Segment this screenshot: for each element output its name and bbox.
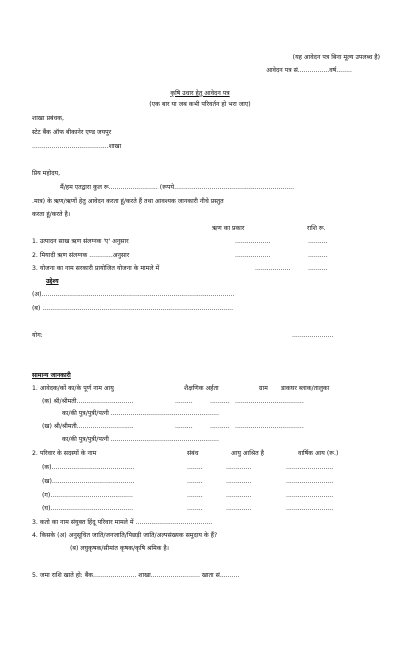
q4-line-1: 4. किसके (अ) अनुसूचित जाति/जनजाति/पिछड़ी जाति/अल्पसंख्यक समुदाय के हैं? bbox=[32, 532, 218, 539]
member-age: ............. bbox=[226, 505, 252, 512]
loan-row-amount: .......... bbox=[308, 265, 328, 272]
member-age: ............. bbox=[226, 478, 252, 485]
q4-line-2: (ब) लघुकृषक/सीमांत कृषक/कृषि श्रमिक है। bbox=[70, 545, 170, 552]
loan-row-label: 3. योजना का नाम सरकारी प्रायोजित योजना के मामले में bbox=[32, 265, 160, 272]
q1-village: ग्राम bbox=[259, 385, 268, 392]
body-line-2: .मात्र) के ऋण/ऋणों हेतु आवेदन करता हूं/करते हैं तथा आवश्यक जानकारी नीचे प्रस्तुत bbox=[32, 198, 224, 205]
loan-row-type: .................. bbox=[235, 238, 271, 245]
applicant-b-rest: ................................... bbox=[235, 423, 304, 430]
q5: 5. जमा राशि खाते हो: बैंक...................... शाखा......................... खाता सं.......... bbox=[32, 572, 240, 579]
applicant-b-age: ......... bbox=[175, 423, 193, 430]
member-income: ........................ bbox=[286, 464, 334, 471]
member-age: ............. bbox=[226, 464, 252, 471]
loan-amount-header: राशि रू. bbox=[307, 225, 326, 232]
address-line-2: स्टेट बैंक ऑफ बीकानेर एण्ड जयपुर bbox=[32, 129, 112, 136]
applicant-b-relation: का/की पुत्र/पुत्री/पत्नी ....................................................... bbox=[62, 436, 219, 443]
purpose-a: (अ).................................................................................................. bbox=[32, 291, 235, 298]
applicant-a-edu: .......... bbox=[210, 398, 230, 405]
purpose-b: (ब) ................................................................................................. bbox=[32, 305, 234, 312]
applicant-b-name: (ख) श्री/श्रीमती............................. bbox=[42, 423, 134, 430]
body-line-1: मैं/हम एतद्वारा कुल रू......................... (रूपये............................................................. bbox=[60, 184, 295, 191]
general-heading: सामान्य जानकारी bbox=[32, 372, 71, 379]
applicant-b-edu: .......... bbox=[210, 423, 230, 430]
loan-row-label: 2. मियादी ऋण संलग्नक ............अनुसार bbox=[32, 252, 130, 259]
member-relation: ........ bbox=[187, 478, 203, 485]
applicant-a-age: ......... bbox=[175, 398, 193, 405]
q1-label: 1. आवेदक/कों का/के पूर्ण नाम आयु bbox=[32, 385, 114, 392]
form-number: आवेदन पत्र सं................वर्ष........ bbox=[266, 67, 352, 74]
address-line-1: शाखा प्रबंधक, bbox=[32, 115, 65, 122]
member-name: (घ).......................................... bbox=[42, 505, 134, 512]
member-name: (ग).......................................... bbox=[42, 492, 133, 499]
member-relation: ........ bbox=[187, 492, 203, 499]
member-age: ............. bbox=[226, 492, 252, 499]
member-income: ........................ bbox=[286, 478, 334, 485]
form-title: कृषि उधार हेतु आवेदन पत्र bbox=[170, 90, 230, 97]
member-income: ........................ bbox=[286, 492, 334, 499]
address-line-3: .......................................शाखा bbox=[32, 143, 122, 150]
loan-row-type: .................. bbox=[255, 265, 291, 272]
applicant-a-relation: का/की पुत्र/पुत्री/पत्नी ....................................................... bbox=[62, 410, 219, 417]
q1-post: डाकघर ब्लाक/तालुका bbox=[281, 385, 330, 392]
member-name: (ख).......................................... bbox=[42, 478, 135, 485]
q2-age: आयु आश्रित है bbox=[231, 450, 264, 457]
q3: 3. कतो का नाम संयुक्त हिंदू परिवार मामले में ....................................... bbox=[32, 519, 213, 526]
member-income: ........................ bbox=[286, 505, 334, 512]
form-subtitle: (एक बार या जब कभी परिवर्तन हो भरा जाए) bbox=[149, 101, 251, 108]
loan-row-type: .................. bbox=[235, 252, 271, 259]
total-value: ..................... bbox=[292, 332, 334, 339]
loan-row-label: 1. उत्पादन साख ऋण संलग्नक 'ए' अनुसार bbox=[32, 238, 129, 245]
q1-education: शैक्षणिक अर्हता bbox=[184, 385, 219, 392]
total-label: योग: bbox=[32, 332, 43, 339]
q2-label: 2. परिवार के सदस्यों के नाम bbox=[32, 450, 97, 457]
salutation: प्रिय महोदय, bbox=[32, 170, 61, 177]
member-relation: ........ bbox=[187, 505, 203, 512]
q2-relation: संबंध bbox=[187, 450, 199, 457]
loan-row-amount: .......... bbox=[308, 252, 328, 259]
member-relation: ........ bbox=[187, 464, 203, 471]
q2-income: वार्षिक आय (रू.) bbox=[298, 450, 339, 457]
purpose-heading: उद्देश्य bbox=[46, 278, 59, 285]
header-note: (यह आवेदन पत्र बिना मूल्य उपलब्ध है) bbox=[292, 54, 380, 61]
applicant-a-rest: ................................... bbox=[235, 398, 304, 405]
loan-row-amount: .......... bbox=[308, 238, 328, 245]
loan-type-header: ऋण का प्रकार bbox=[212, 225, 245, 232]
member-name: (क).......................................... bbox=[42, 464, 135, 471]
body-line-3: करता हूं/करते है। bbox=[32, 211, 71, 218]
applicant-a-name: (क) श्री/श्रीमती............................. bbox=[42, 398, 134, 405]
